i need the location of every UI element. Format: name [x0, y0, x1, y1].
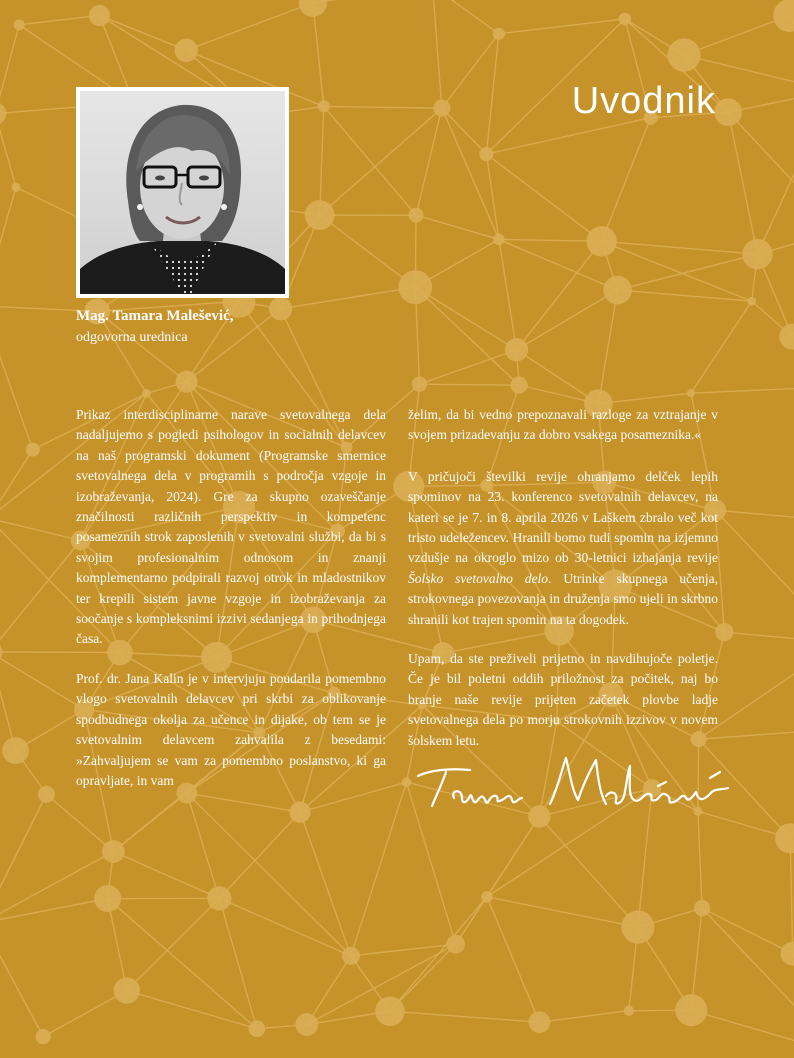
paragraph: želim, da bi vedno prepoznavali razloge za vztrajanje v svojem prizadevanju za dobro vsakega posameznika.«	[408, 407, 718, 443]
left-text-column	[76, 405, 386, 810]
author-role: odgovorna urednica	[76, 330, 188, 345]
paragraph-text: . Utrinke skupnega učenja, strokovnega povezovanja in druženja smo ujeli in skrbno shranili kot trajen spomin na ta dogodek.	[408, 570, 718, 627]
paragraph: Upam, da ste preživeli prijetno in navdihujoče poletje. Če je bil poletni oddih priložnost za počitek, naj bo branje naše revije prijeten začetek plovbe ladje svetovalnega dela po morju strokovnih izzivov v novem šolskem letu.	[408, 651, 718, 748]
journal-title: Šolsko svetovalno delo	[408, 570, 549, 586]
author-portrait	[76, 87, 289, 298]
right-text-column	[408, 405, 718, 770]
signature-icon	[410, 748, 740, 818]
paragraph: Prikaz interdisciplinarne narave svetovalnega dela nadaljujemo s pogledi psihologov in socialnih delavcev na naš programski dokument (Programske smernice svetovalnega dela v programih s področja vzgoje in izobraževanja, 2024). Gre za skupno ozaveščanje značilnosti različnih perspektiv in kompetenc posameznih strok zaposlenih v svetovalni službi, da bi s svojim profesionalnim odnosom in znanji komplementarno podpirali razvoj otrok in mladostnikov ter krepili sistem javne vzgoje in izobraževanja za soočanje s kompleksnimi izzivi sedanjega in prihodnjega časa.	[76, 407, 386, 647]
portrait-photo-icon	[80, 91, 285, 294]
author-name: Mag. Tamara Malešević,	[76, 308, 234, 324]
paragraph-text: V pričujoči številki revije ohranjamo delček lepih spominov na 23. konferenco svetovalnih delavcev, na kateri se je 7. in 8. aprila 2026 v Laškem zbralo več kot tristo udeležencev. Hranili bomo tudi spomin na izjemno vzdušje na okroglo mizo ob 30-letnici izhajanja revije	[408, 468, 718, 566]
paragraph	[408, 467, 718, 630]
paragraph: Prof. dr. Jana Kalin je v intervjuju poudarila pomembno vlogo svetovalnih delavcev pri skrbi za oblikovanje spodbudnega okolja za učence in dijake, ob tem se je svetovalnim delavcem zahvalila z besedami: »Zahvaljujem se vam za pomembno poslanstvo, ki ga opravljate, in vam	[76, 670, 386, 788]
page-title: Uvodnik	[571, 80, 716, 122]
